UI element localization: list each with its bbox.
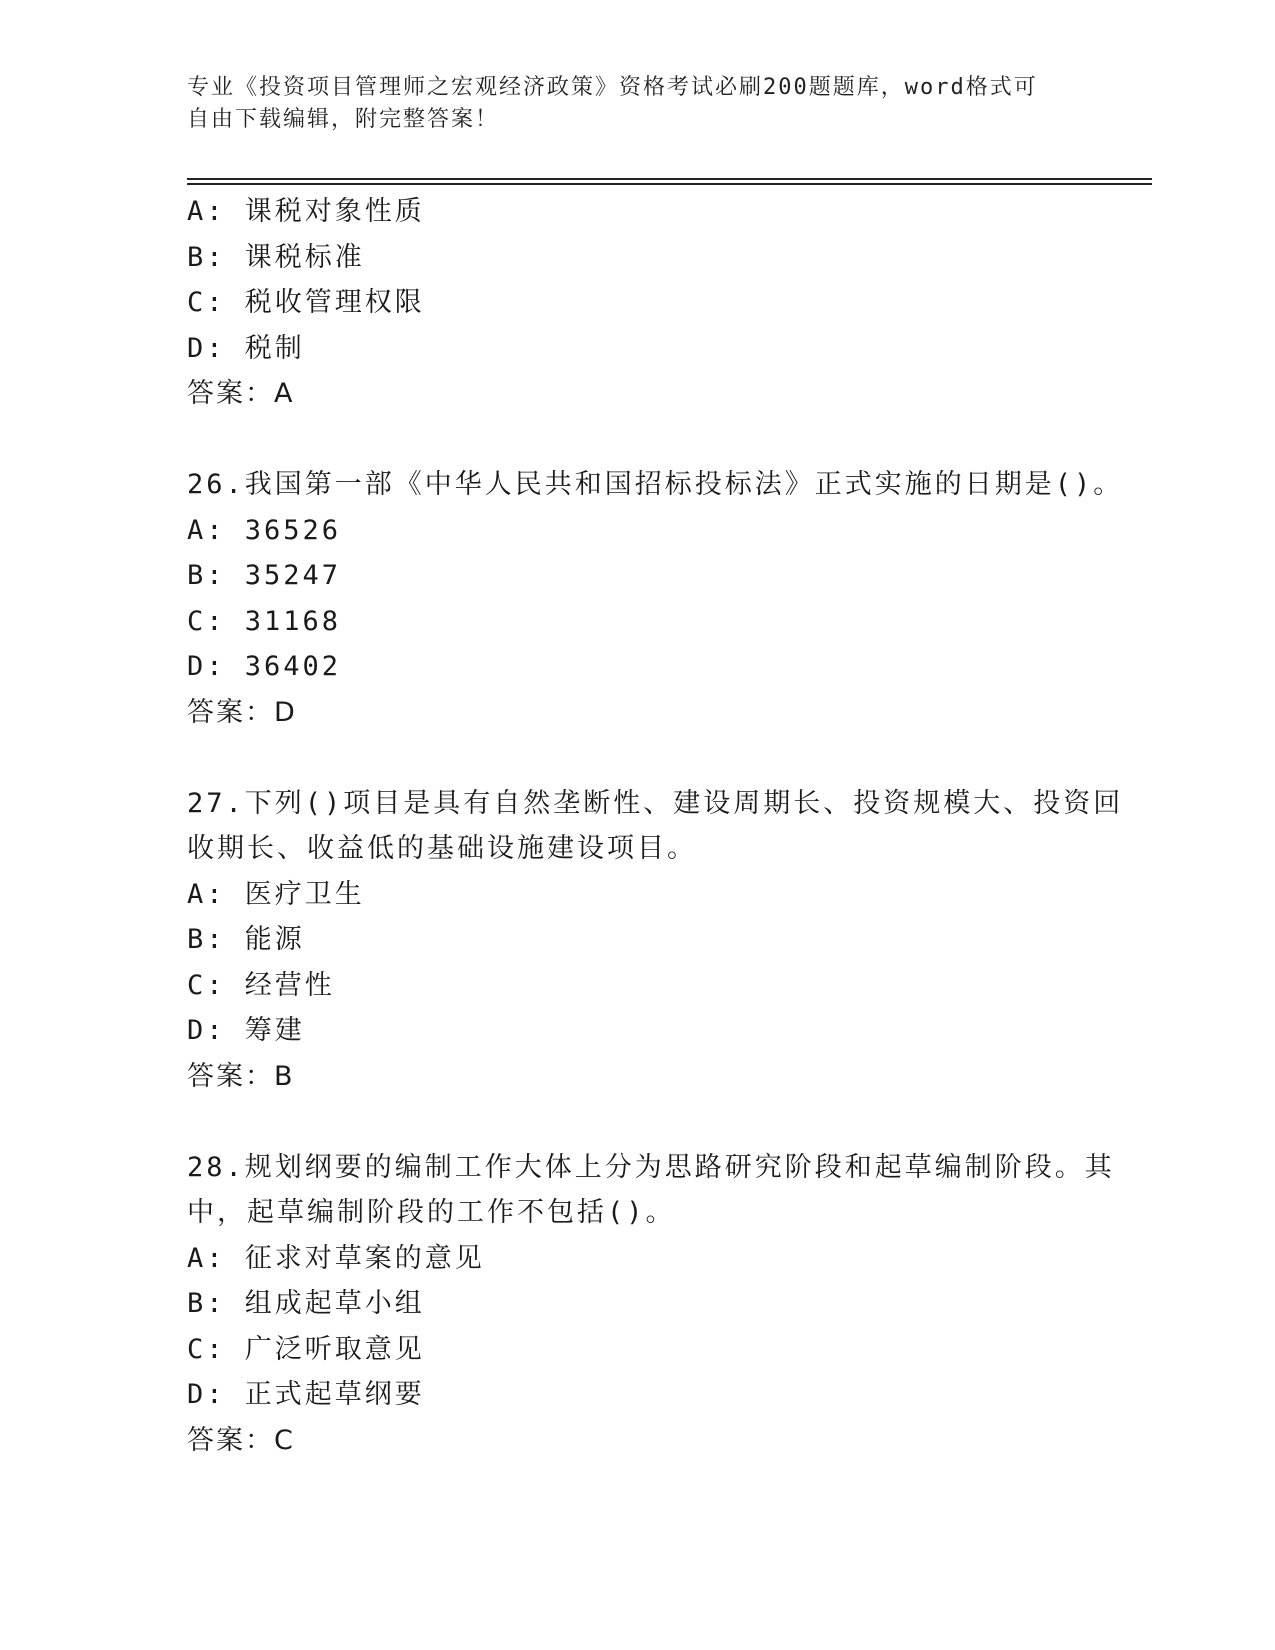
answer-line: 答案：A — [187, 378, 295, 409]
option-letter: B: — [187, 560, 226, 591]
option-text: 组成起草小组 — [244, 1288, 425, 1319]
option-text: 税收管理权限 — [244, 287, 425, 318]
option-text: 经营性 — [244, 969, 335, 1001]
answer-line: 答案：B — [187, 1060, 295, 1092]
question-block-26 — [187, 462, 1124, 735]
option-letter: D: — [187, 651, 226, 682]
option-text: 能源 — [244, 924, 305, 955]
option-a — [187, 872, 1087, 918]
answer-line: 答案：C — [187, 1424, 295, 1456]
question-stem: 26.我国第一部《中华人民共和国招标投标法》正式实施的日期是()。 — [187, 469, 1124, 500]
question-block-27 — [187, 781, 1124, 1100]
header-rule-bottom — [187, 183, 1152, 185]
option-d — [187, 1008, 1087, 1054]
option-c — [187, 963, 1087, 1009]
header-title-line-1: 专业《投资项目管理师之宏观经济政策》资格考试必刷200题题库，word格式可 — [187, 75, 1038, 100]
option-text: 31168 — [244, 605, 342, 637]
option-letter: A: — [187, 1242, 226, 1274]
option-c — [187, 280, 1087, 326]
document-header — [187, 72, 1067, 136]
option-text: 税制 — [244, 332, 305, 364]
option-letter: A: — [187, 514, 226, 546]
option-letter: C: — [187, 1333, 226, 1365]
option-c — [187, 1327, 1087, 1373]
option-d — [187, 1372, 1087, 1418]
question-stem-line-2: 中，起草编制阶段的工作不包括()。 — [187, 1197, 676, 1228]
option-c — [187, 599, 1087, 645]
header-rule-top — [187, 178, 1152, 180]
option-text: 正式起草纲要 — [244, 1379, 425, 1410]
option-a — [187, 1236, 1087, 1282]
option-text: 广泛听取意见 — [244, 1333, 425, 1365]
option-letter: B: — [187, 924, 226, 955]
option-text: 医疗卫生 — [244, 878, 365, 910]
option-text: 课税标准 — [244, 241, 365, 273]
option-letter: D: — [187, 332, 226, 364]
question-list — [187, 189, 1124, 1463]
option-text: 征求对草案的意见 — [244, 1242, 485, 1274]
question-block-prev — [187, 189, 1087, 417]
option-b — [187, 917, 1087, 963]
question-stem-line-1: 27.下列()项目是具有自然垄断性、建设周期长、投资规模大、投资回 — [187, 787, 1124, 819]
question-block-28 — [187, 1145, 1115, 1464]
option-letter: D: — [187, 1379, 226, 1410]
option-text: 36526 — [244, 514, 342, 546]
option-d — [187, 644, 1087, 690]
header-title-line-2: 自由下载编辑，附完整答案！ — [187, 107, 500, 132]
option-a — [187, 508, 1087, 554]
answer-line: 答案：D — [187, 696, 297, 728]
option-a — [187, 189, 1087, 235]
option-letter: D: — [187, 1015, 226, 1046]
option-letter: C: — [187, 969, 226, 1001]
question-stem-line-1: 28.规划纲要的编制工作大体上分为思路研究阶段和起草编制阶段。其 — [187, 1151, 1115, 1183]
option-letter: C: — [187, 287, 226, 318]
question-stem-line-2: 收期长、收益低的基础设施建设项目。 — [187, 833, 697, 864]
option-text: 课税对象性质 — [244, 196, 425, 227]
option-d — [187, 326, 1087, 372]
option-text: 筹建 — [244, 1015, 305, 1046]
option-letter: A: — [187, 196, 226, 227]
option-letter: B: — [187, 1288, 226, 1319]
option-letter: C: — [187, 605, 226, 637]
option-b — [187, 1281, 1087, 1327]
option-letter: A: — [187, 878, 226, 910]
option-b — [187, 553, 1087, 599]
option-b — [187, 235, 1087, 281]
option-text: 36402 — [244, 651, 342, 682]
option-letter: B: — [187, 241, 226, 273]
option-text: 35247 — [244, 560, 342, 591]
